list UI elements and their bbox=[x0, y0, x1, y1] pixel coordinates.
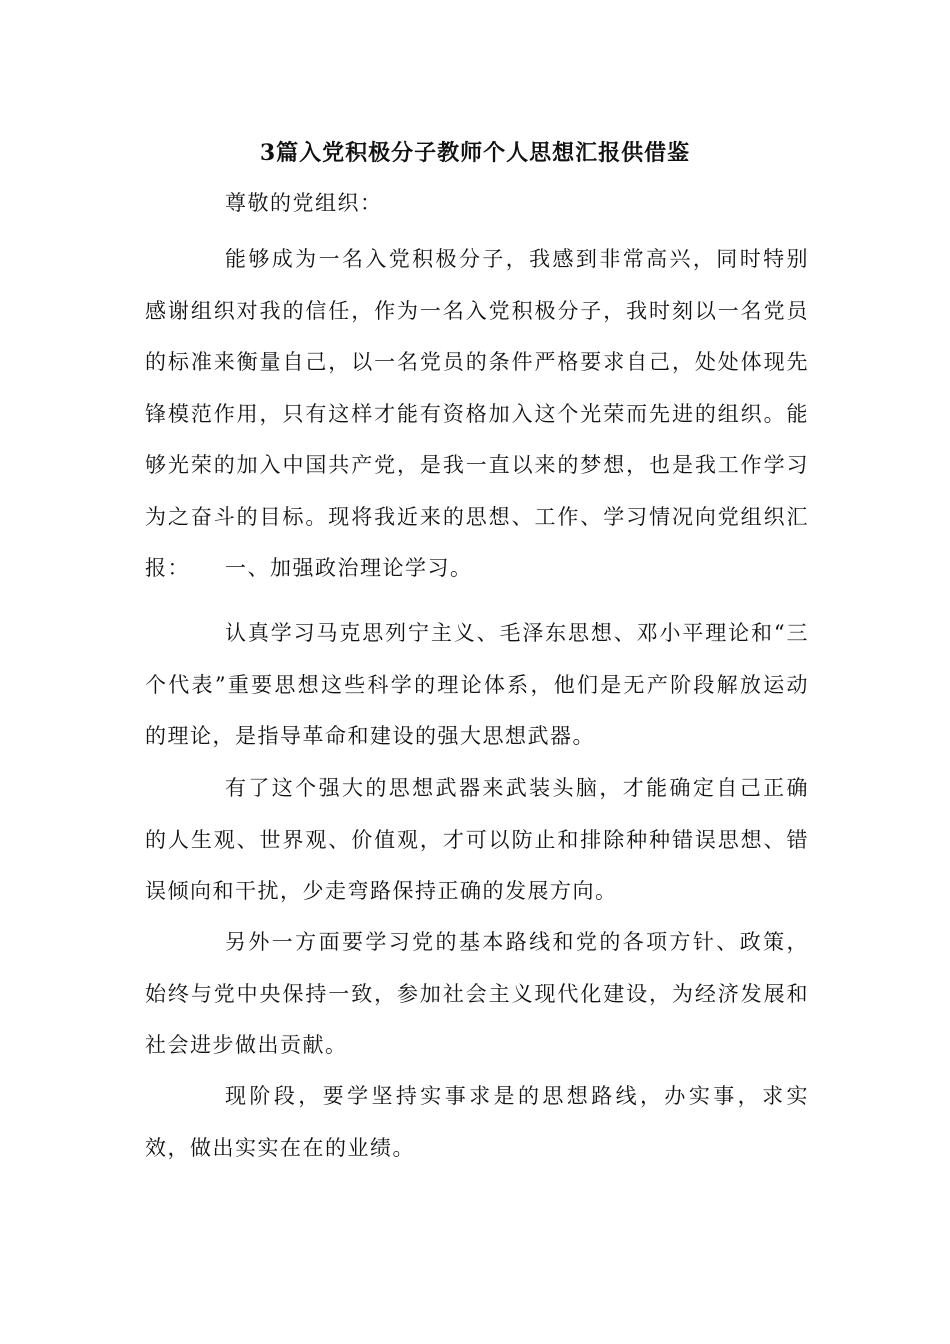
salutation: 尊敬的党组织： bbox=[225, 191, 383, 215]
paragraph-body-4: 现阶段，要学坚持实事求是的思想路线，办实事，求实效，做出实实在在的业绩。 bbox=[145, 1084, 809, 1160]
paragraph-body-1: 认真学习马克思列宁主义、毛泽东思想、邓小平理论和“三个代表”重要思想这些科学的理论体系，他们是无产阶段解放运动的理论，是指导革命和建设的强大思想武器。 bbox=[145, 621, 809, 748]
document-title: 3篇入党积极分子教师个人思想汇报供借鉴 bbox=[259, 140, 691, 166]
paragraph-intro: 能够成为一名入党积极分子，我感到非常高兴，同时特别感谢组织对我的信任，作为一名入党积极分子，我时刻以一名党员的标准来衡量自己，以一名党员的条件严格要求自己，处处体现先锋模范作用，只有这样才能有资格加入这个光荣而先进的组织。能够光荣的加入中国共产党，是我一直以来的梦想，也是我工作学习为之奋斗的目标。现将我近来的思想、工作、学习情况向党组织汇报： bbox=[145, 247, 809, 580]
section-heading-1: 一、加强政治理论学习。 bbox=[225, 556, 473, 580]
paragraph-body-2: 有了这个强大的思想武器来武装头脑，才能确定自己正确的人生观、世界观、价值观，才可以防止和排除种种错误思想、错误倾向和干扰，少走弯路保持正确的发展方向。 bbox=[145, 776, 809, 903]
paragraph-body-3: 另外一方面要学习党的基本路线和党的各项方针、政策，始终与党中央保持一致，参加社会主义现代化建设，为经济发展和社会进步做出贡献。 bbox=[145, 930, 809, 1057]
